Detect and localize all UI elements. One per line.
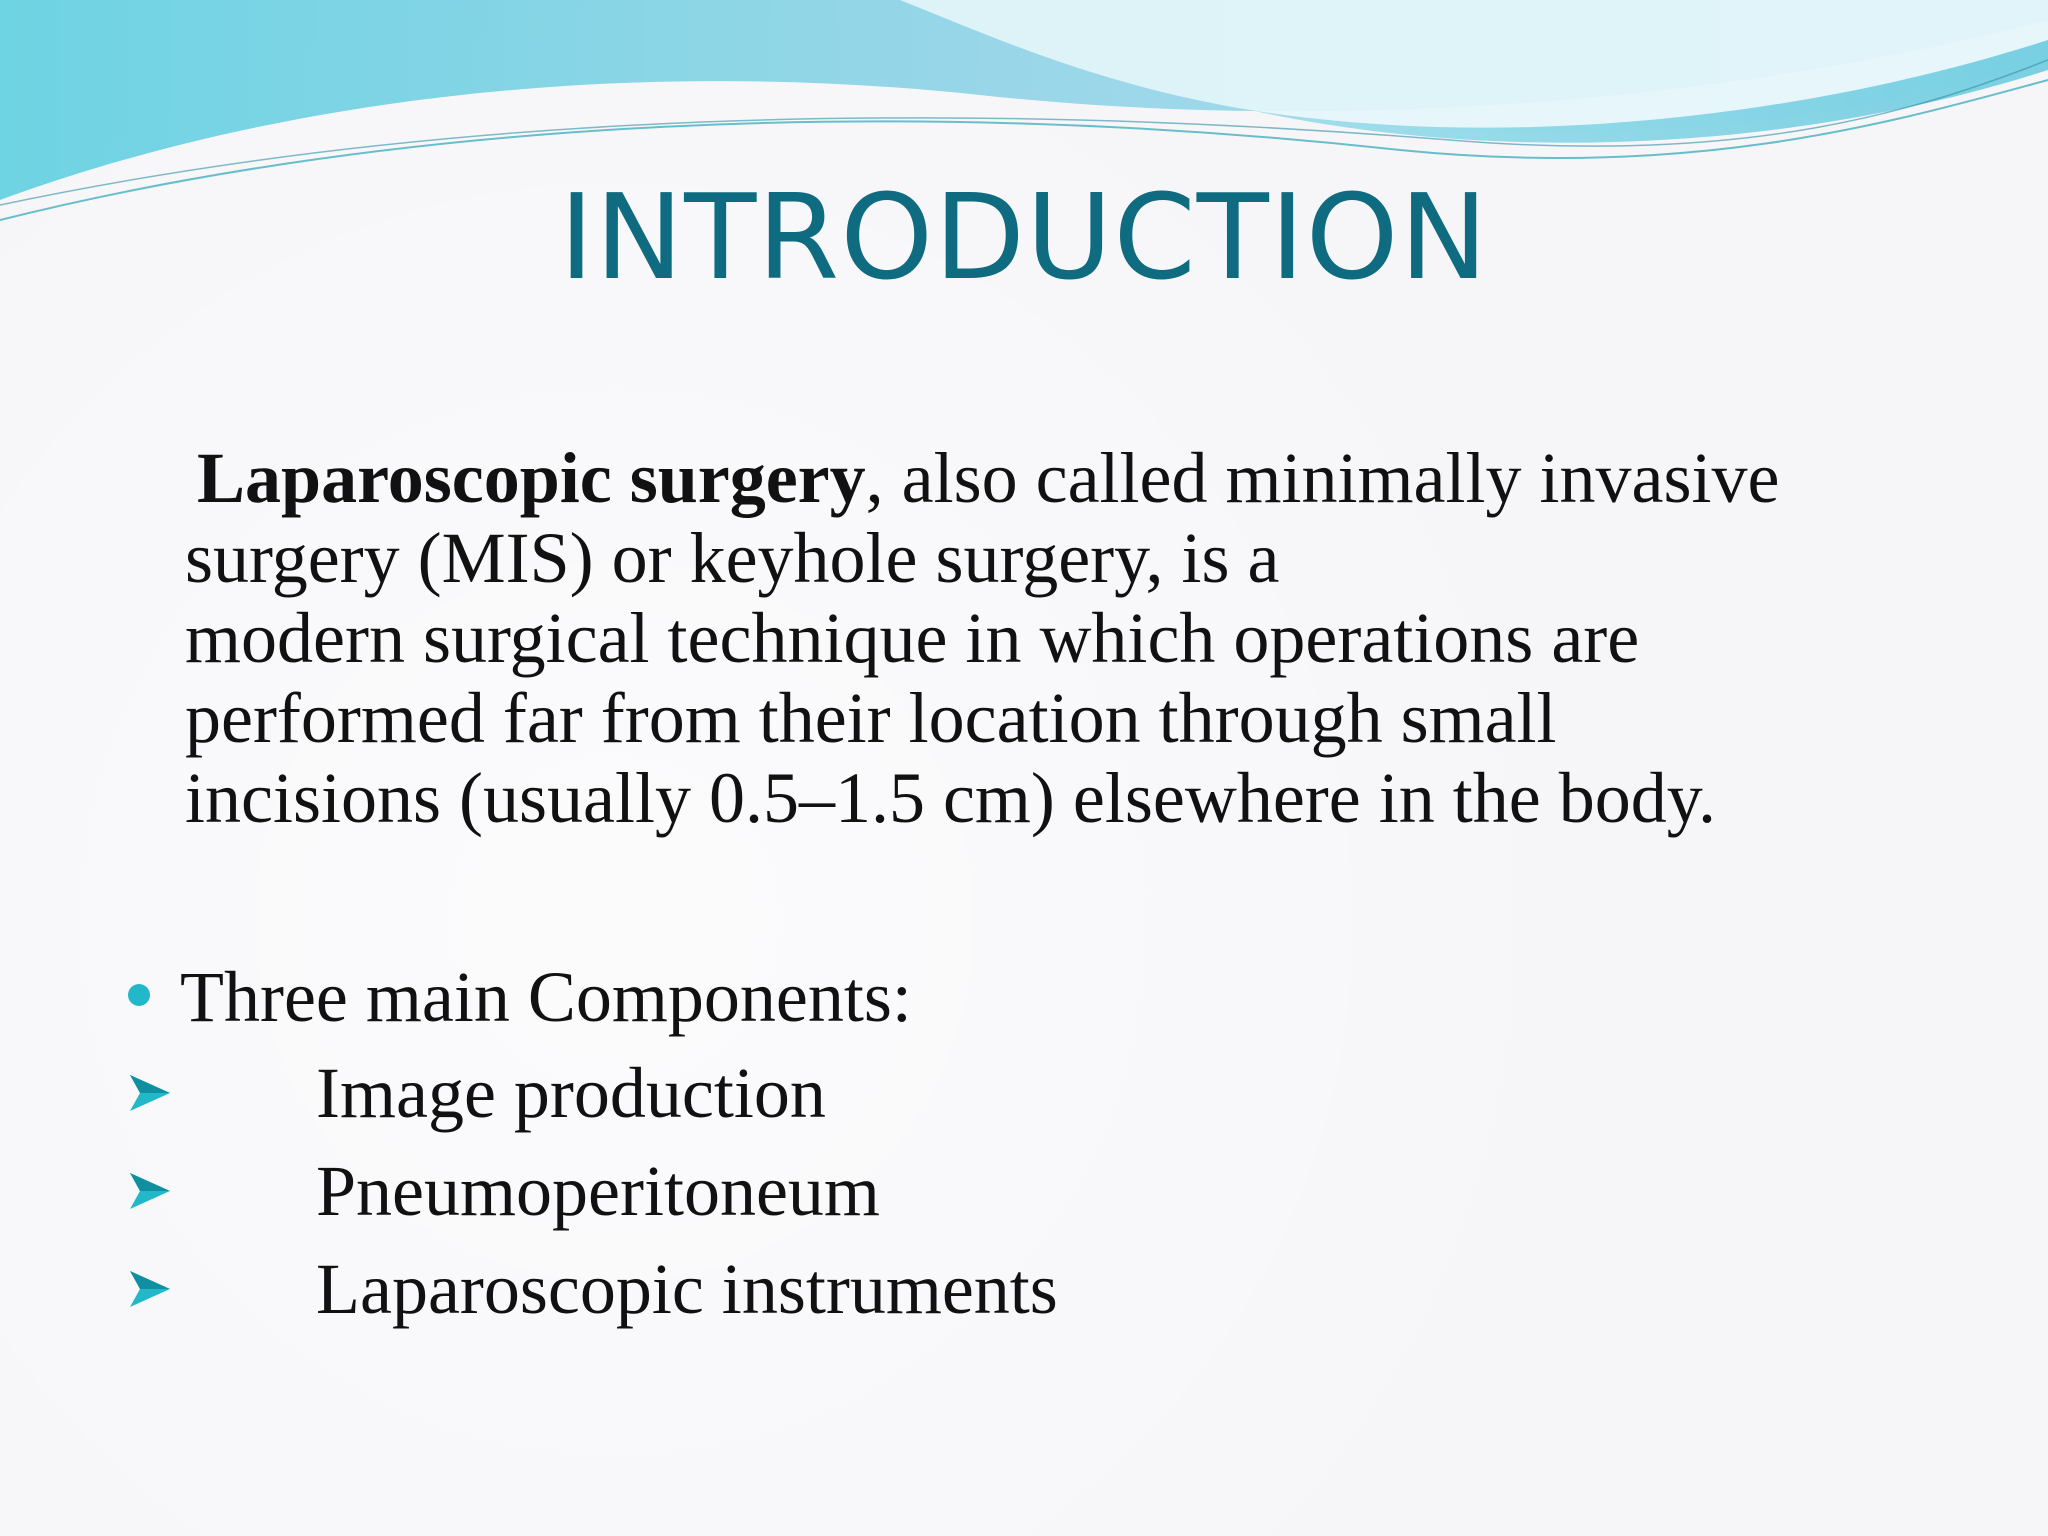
components-bullet — [128, 952, 912, 1042]
arrow-bullet-icon — [126, 1167, 174, 1215]
intro-line-1 — [185, 438, 1925, 518]
component-label: Image production — [316, 1052, 826, 1133]
intro-line-2: surgery (MIS) or keyhole surgery, is a — [185, 518, 1280, 598]
components-list — [126, 1044, 1058, 1338]
list-item — [126, 1240, 1058, 1338]
intro-line-3: modern surgical technique in which operations are — [185, 598, 1640, 678]
intro-line-5: incisions (usually 0.5–1.5 cm) elsewhere in the body. — [185, 758, 1717, 838]
list-item — [126, 1044, 1058, 1142]
component-label: Pneumoperitoneum — [316, 1150, 880, 1231]
intro-line-1-rest: , also called minimally invasive — [865, 438, 1780, 518]
intro-line-4: performed far from their location through small — [185, 678, 1557, 758]
list-item — [126, 1142, 1058, 1240]
slide-title: INTRODUCTION — [559, 168, 1489, 306]
component-label: Laparoscopic instruments — [316, 1248, 1058, 1329]
bullet-dot-icon — [128, 984, 150, 1006]
arrow-bullet-icon — [126, 1265, 174, 1313]
components-heading: Three main Components: — [180, 957, 912, 1037]
bold-term: Laparoscopic surgery — [197, 438, 866, 518]
arrow-bullet-icon — [126, 1069, 174, 1117]
intro-paragraph — [185, 438, 1925, 838]
